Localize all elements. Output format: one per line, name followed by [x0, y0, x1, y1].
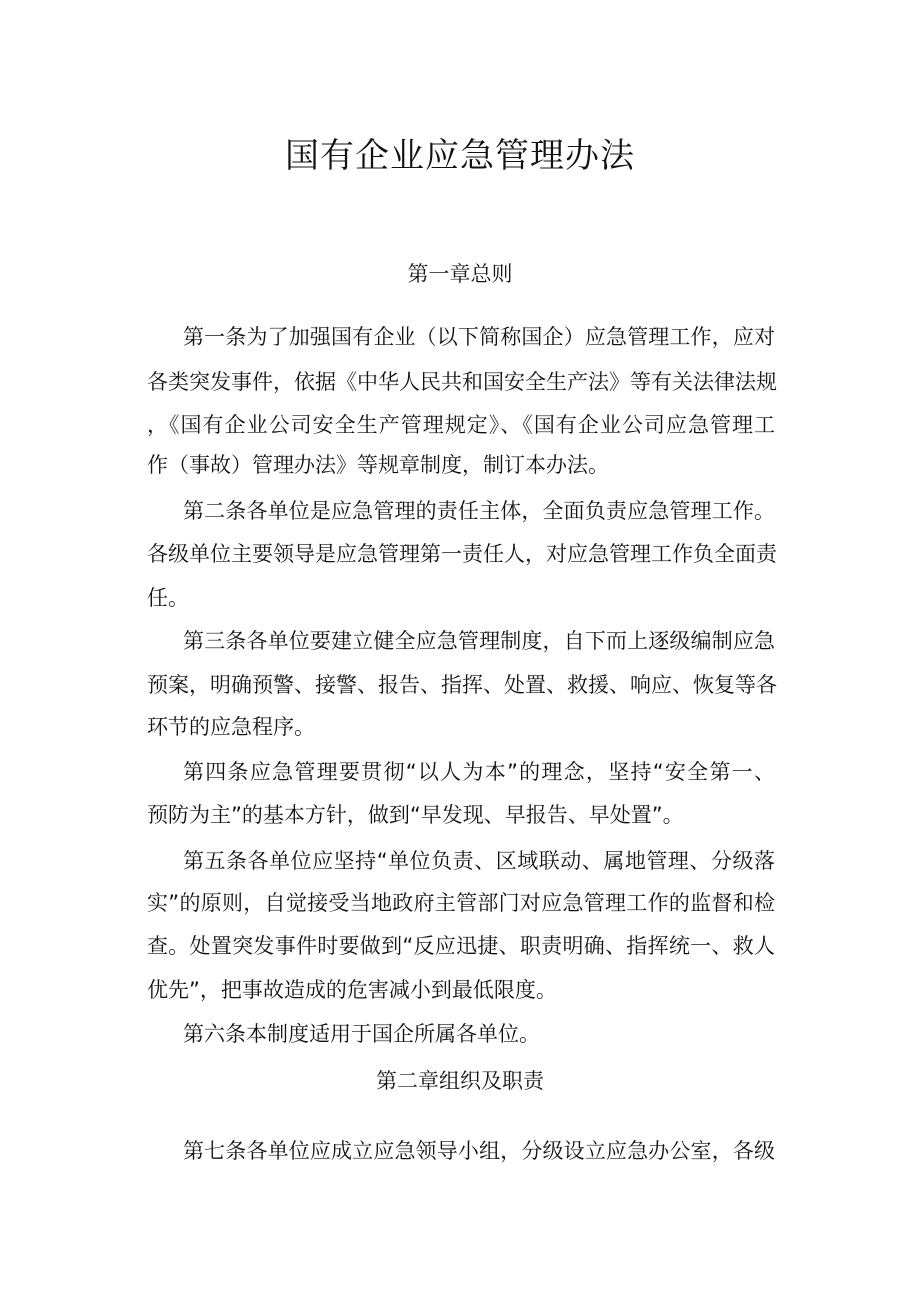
- document-title: 国有企业应急管理办法: [285, 136, 635, 176]
- paragraph-line: 优先”，把事故造成的危害减小到最低限度。: [147, 978, 557, 1002]
- paragraph-line: 各类突发事件，依据《中华人民共和国安全生产法》等有关法律法规: [147, 370, 777, 394]
- paragraph-line: 第一条为了加强国有企业（以下简称国企）应急管理工作，应对: [183, 325, 775, 349]
- paragraph-line: 各级单位主要领导是应急管理第一责任人，对应急管理工作负全面责: [147, 542, 777, 566]
- paragraph-line: 第四条应急管理要贯彻“以人为本”的理念，坚持“安全第一、: [183, 760, 775, 784]
- paragraph-line: 实”的原则，自觉接受当地政府主管部门对应急管理工作的监督和检: [147, 891, 775, 915]
- chapter-heading: 第一章总则: [407, 262, 513, 286]
- paragraph-line: 环节的应急程序。: [147, 715, 315, 739]
- paragraph-line: 预防为主”的基本方针，做到“早发现、早报告、早处置”。: [147, 803, 684, 827]
- paragraph-line: 第三条各单位要建立健全应急管理制度，自下而上逐级编制应急: [183, 629, 775, 653]
- paragraph-line: ，《国有企业公司安全生产管理规定》、《国有企业公司应急管理工: [147, 413, 775, 437]
- paragraph-line: 第七条各单位应成立应急领导小组，分级设立应急办公室，各级: [183, 1139, 775, 1163]
- paragraph-line: 任。: [147, 586, 189, 610]
- paragraph-line: 第六条本制度适用于国企所属各单位。: [183, 1022, 540, 1046]
- paragraph-line: 查。处置突发事件时要做到“反应迅捷、职责明确、指挥统一、救人: [147, 934, 775, 958]
- paragraph-line: 第五条各单位应坚持“单位负责、区域联动、属地管理、分级落: [183, 849, 775, 873]
- paragraph-line: 作（事故）管理办法》等规章制度，制订本办法。: [147, 453, 609, 477]
- paragraph-line: 预案，明确预警、接警、报告、指挥、处置、救援、响应、恢复等各: [147, 673, 777, 697]
- chapter-heading: 第二章组织及职责: [376, 1069, 544, 1093]
- paragraph-line: 第二条各单位是应急管理的责任主体，全面负责应急管理工作。: [183, 499, 775, 523]
